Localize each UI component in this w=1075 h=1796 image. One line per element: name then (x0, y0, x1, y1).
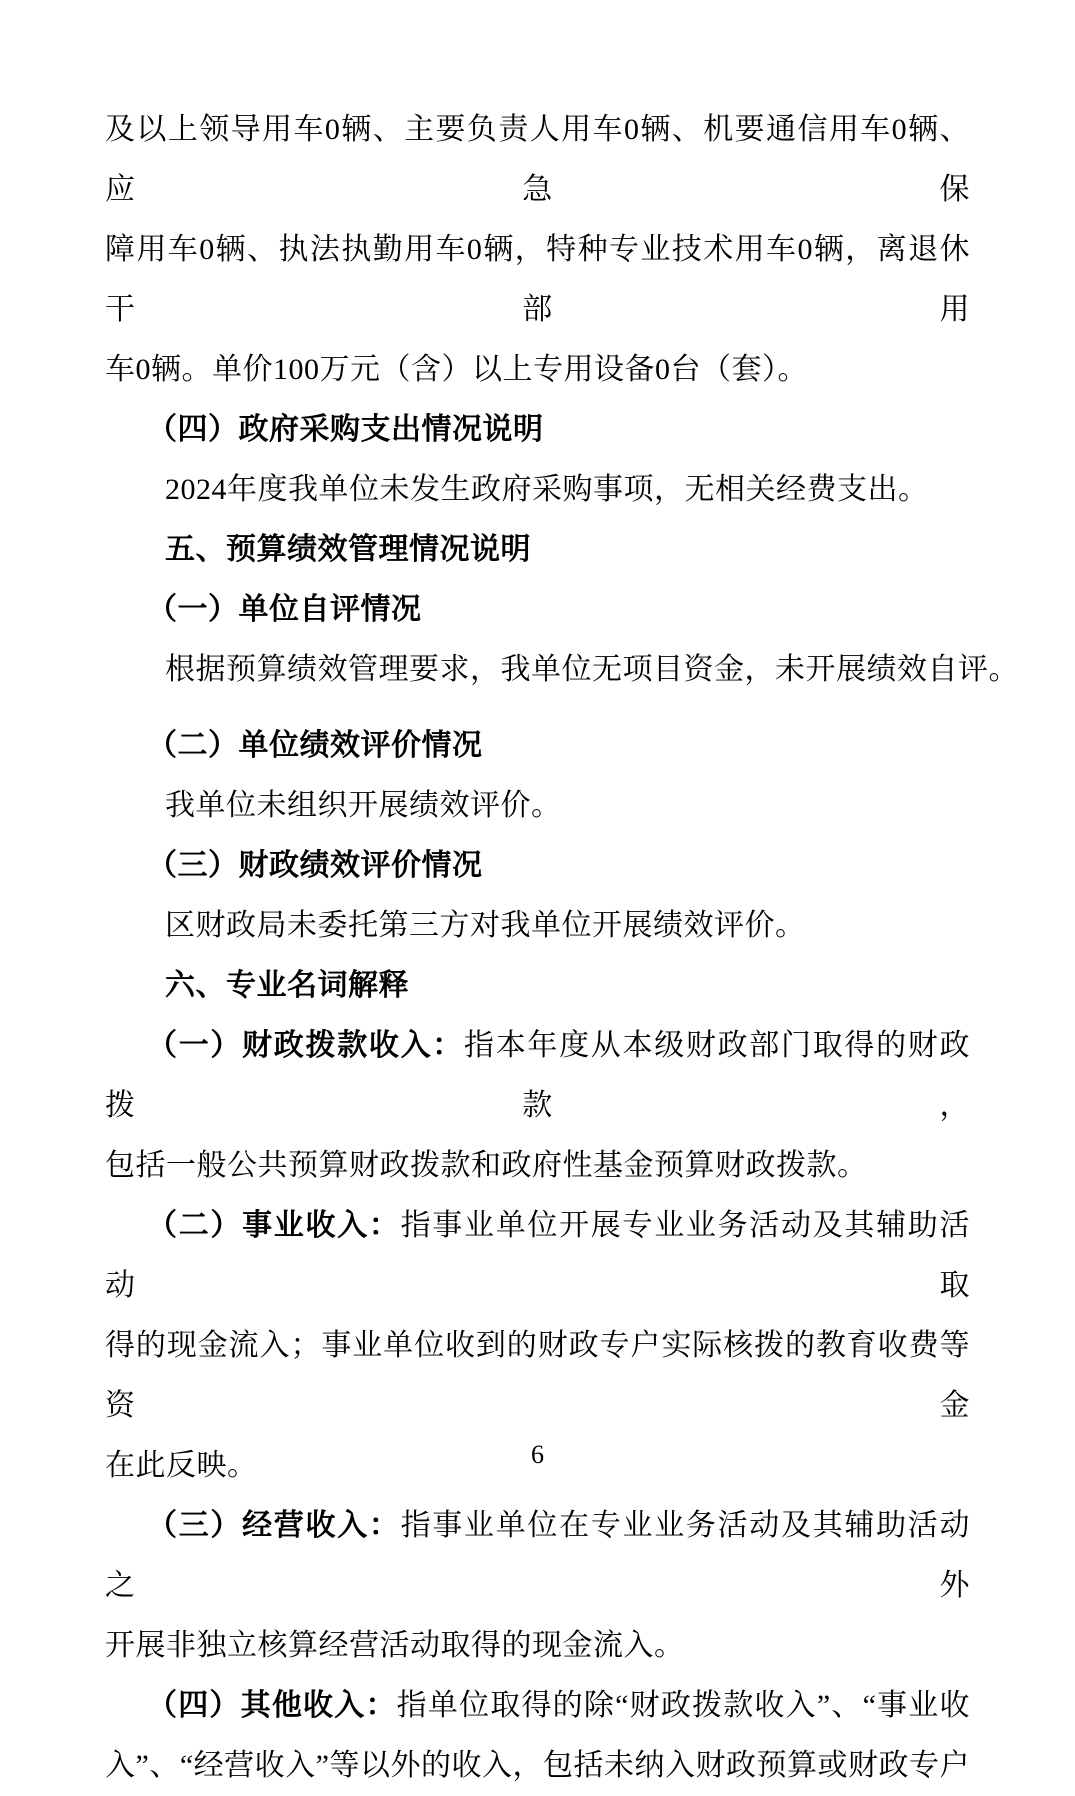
term-definition: 指事业单位开展专业业务活动及其辅助活动取 (105, 1209, 971, 1302)
body-line: 在此反映。 (105, 1449, 258, 1482)
document-page (105, 100, 1019, 1796)
term-label: （三）经营收入： (147, 1509, 401, 1542)
term-definition: 指事业单位在专业业务活动及其辅助活动之外 (105, 1509, 971, 1602)
body-line: 及以上领导用车0辆、主要负责人用车0辆、机要通信用车0辆、应急保 (105, 113, 970, 206)
body-line: 得的现金流入；事业单位收到的财政专户实际核拨的教育收费等资金 (105, 1329, 970, 1422)
body-line: 根据预算绩效管理要求，我单位无项目资金，未开展绩效自评。 (165, 653, 1019, 686)
term-line-other-income (105, 1676, 970, 1736)
heading-section-5-performance-management: 五、预算绩效管理情况说明 (165, 533, 531, 566)
body-line: 2024年度我单位未发生政府采购事项，无相关经费支出。 (165, 473, 929, 506)
term-label: （四）其他收入： (147, 1689, 397, 1722)
body-line: 入”、“经营收入”等以外的收入，包括未纳入财政预算或财政专户 (105, 1749, 970, 1782)
page-number: 6 (531, 1440, 544, 1469)
term-line-operating-income (105, 1496, 970, 1616)
body-line: 开展非独立核算经营活动取得的现金流入。 (105, 1629, 685, 1662)
heading-fiscal-performance-evaluation: （三）财政绩效评价情况 (147, 849, 483, 882)
heading-self-evaluation: （一）单位自评情况 (147, 593, 422, 626)
term-line-fiscal-appropriation-income (105, 1016, 970, 1136)
term-label: （二）事业收入： (147, 1209, 401, 1242)
heading-section-6-terminology: 六、专业名词解释 (165, 969, 409, 1002)
body-line: 障用车0辆、执法执勤用车0辆，特种专业技术用车0辆，离退休干部用 (105, 233, 970, 326)
heading-gov-procurement: （四）政府采购支出情况说明 (147, 413, 544, 446)
body-line: 车0辆。单价100万元（含）以上专用设备0台（套）。 (105, 353, 808, 386)
term-label: （一）财政拨款收入： (147, 1029, 464, 1062)
term-line-institutional-income (105, 1196, 970, 1316)
body-line: 我单位未组织开展绩效评价。 (165, 789, 562, 822)
term-definition: 指单位取得的除“财政拨款收入”、“事业收 (396, 1689, 971, 1722)
heading-unit-performance-evaluation: （二）单位绩效评价情况 (147, 729, 483, 762)
body-line: 包括一般公共预算财政拨款和政府性基金预算财政拨款。 (105, 1149, 868, 1182)
term-definition: 指本年度从本级财政部门取得的财政拨款， (105, 1029, 970, 1122)
body-line: 区财政局未委托第三方对我单位开展绩效评价。 (165, 909, 806, 942)
